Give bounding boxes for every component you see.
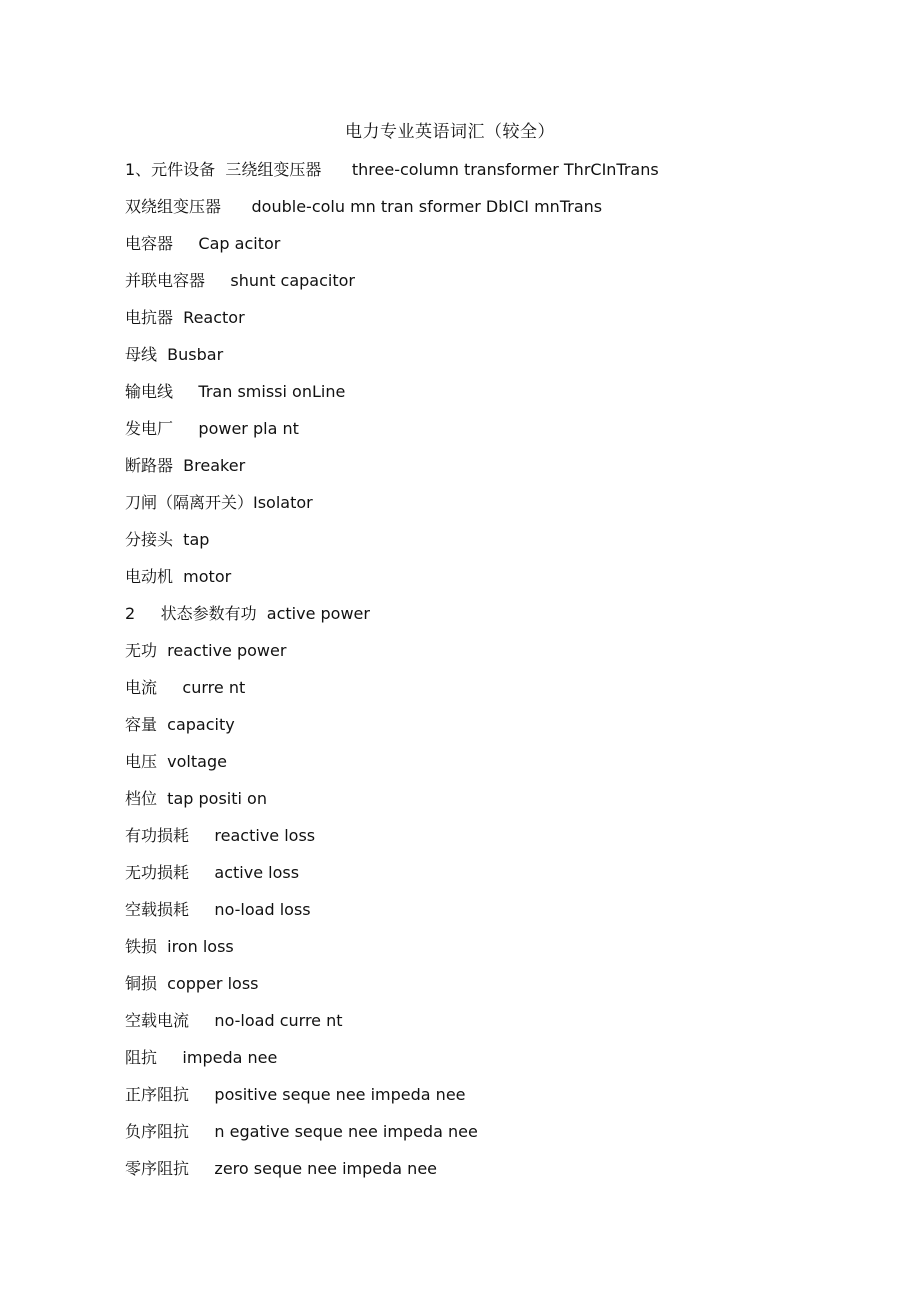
vocabulary-entry: 无功 reactive power xyxy=(125,641,287,660)
vocabulary-entry: 正序阻抗 positive seque nee impeda nee xyxy=(125,1085,466,1104)
vocabulary-entry: 电压 voltage xyxy=(125,752,227,771)
vocabulary-entry: 双绕组变压器 double-colu mn tran sformer DbICI mnTrans xyxy=(125,197,603,216)
vocabulary-entry: 1、元件设备 三绕组变压器 three-column transformer ThrCInTrans xyxy=(125,160,659,179)
vocabulary-entry: 2 状态参数有功 active power xyxy=(125,604,370,623)
vocabulary-entry: 分接头 tap xyxy=(125,530,210,549)
vocabulary-entry: 发电厂 power pla nt xyxy=(125,419,299,438)
vocabulary-entry: 空载电流 no-load curre nt xyxy=(125,1011,343,1030)
vocabulary-entry: 铁损 iron loss xyxy=(125,937,234,956)
vocabulary-entry: 无功损耗 active loss xyxy=(125,863,300,882)
vocabulary-entry: 零序阻抗 zero seque nee impeda nee xyxy=(125,1159,438,1178)
vocabulary-entry: 并联电容器 shunt capacitor xyxy=(125,271,355,290)
vocabulary-entry: 电流 curre nt xyxy=(125,678,246,697)
vocabulary-entry: 阻抗 impeda nee xyxy=(125,1048,278,1067)
vocabulary-entry: 输电线 Tran smissi onLine xyxy=(125,382,346,401)
vocabulary-entry: 容量 capacity xyxy=(125,715,235,734)
vocabulary-entry: 电抗器 Reactor xyxy=(125,308,245,327)
vocabulary-entry: 刀闸（隔离开关）Isolator xyxy=(125,493,313,512)
document-title: 电力专业英语词汇（较全） xyxy=(345,122,555,142)
vocabulary-entry: 电动机 motor xyxy=(125,567,232,586)
vocabulary-entry: 负序阻抗 n egative seque nee impeda nee xyxy=(125,1122,478,1141)
vocabulary-entry: 档位 tap positi on xyxy=(125,789,267,808)
vocabulary-list xyxy=(125,157,885,1193)
vocabulary-entry: 母线 Busbar xyxy=(125,345,224,364)
vocabulary-entry: 空载损耗 no-load loss xyxy=(125,900,311,919)
vocabulary-entry: 铜损 copper loss xyxy=(125,974,259,993)
vocabulary-entry: 断路器 Breaker xyxy=(125,456,246,475)
vocabulary-entry: 电容器 Cap acitor xyxy=(125,234,281,253)
vocabulary-entry: 有功损耗 reactive loss xyxy=(125,826,316,845)
